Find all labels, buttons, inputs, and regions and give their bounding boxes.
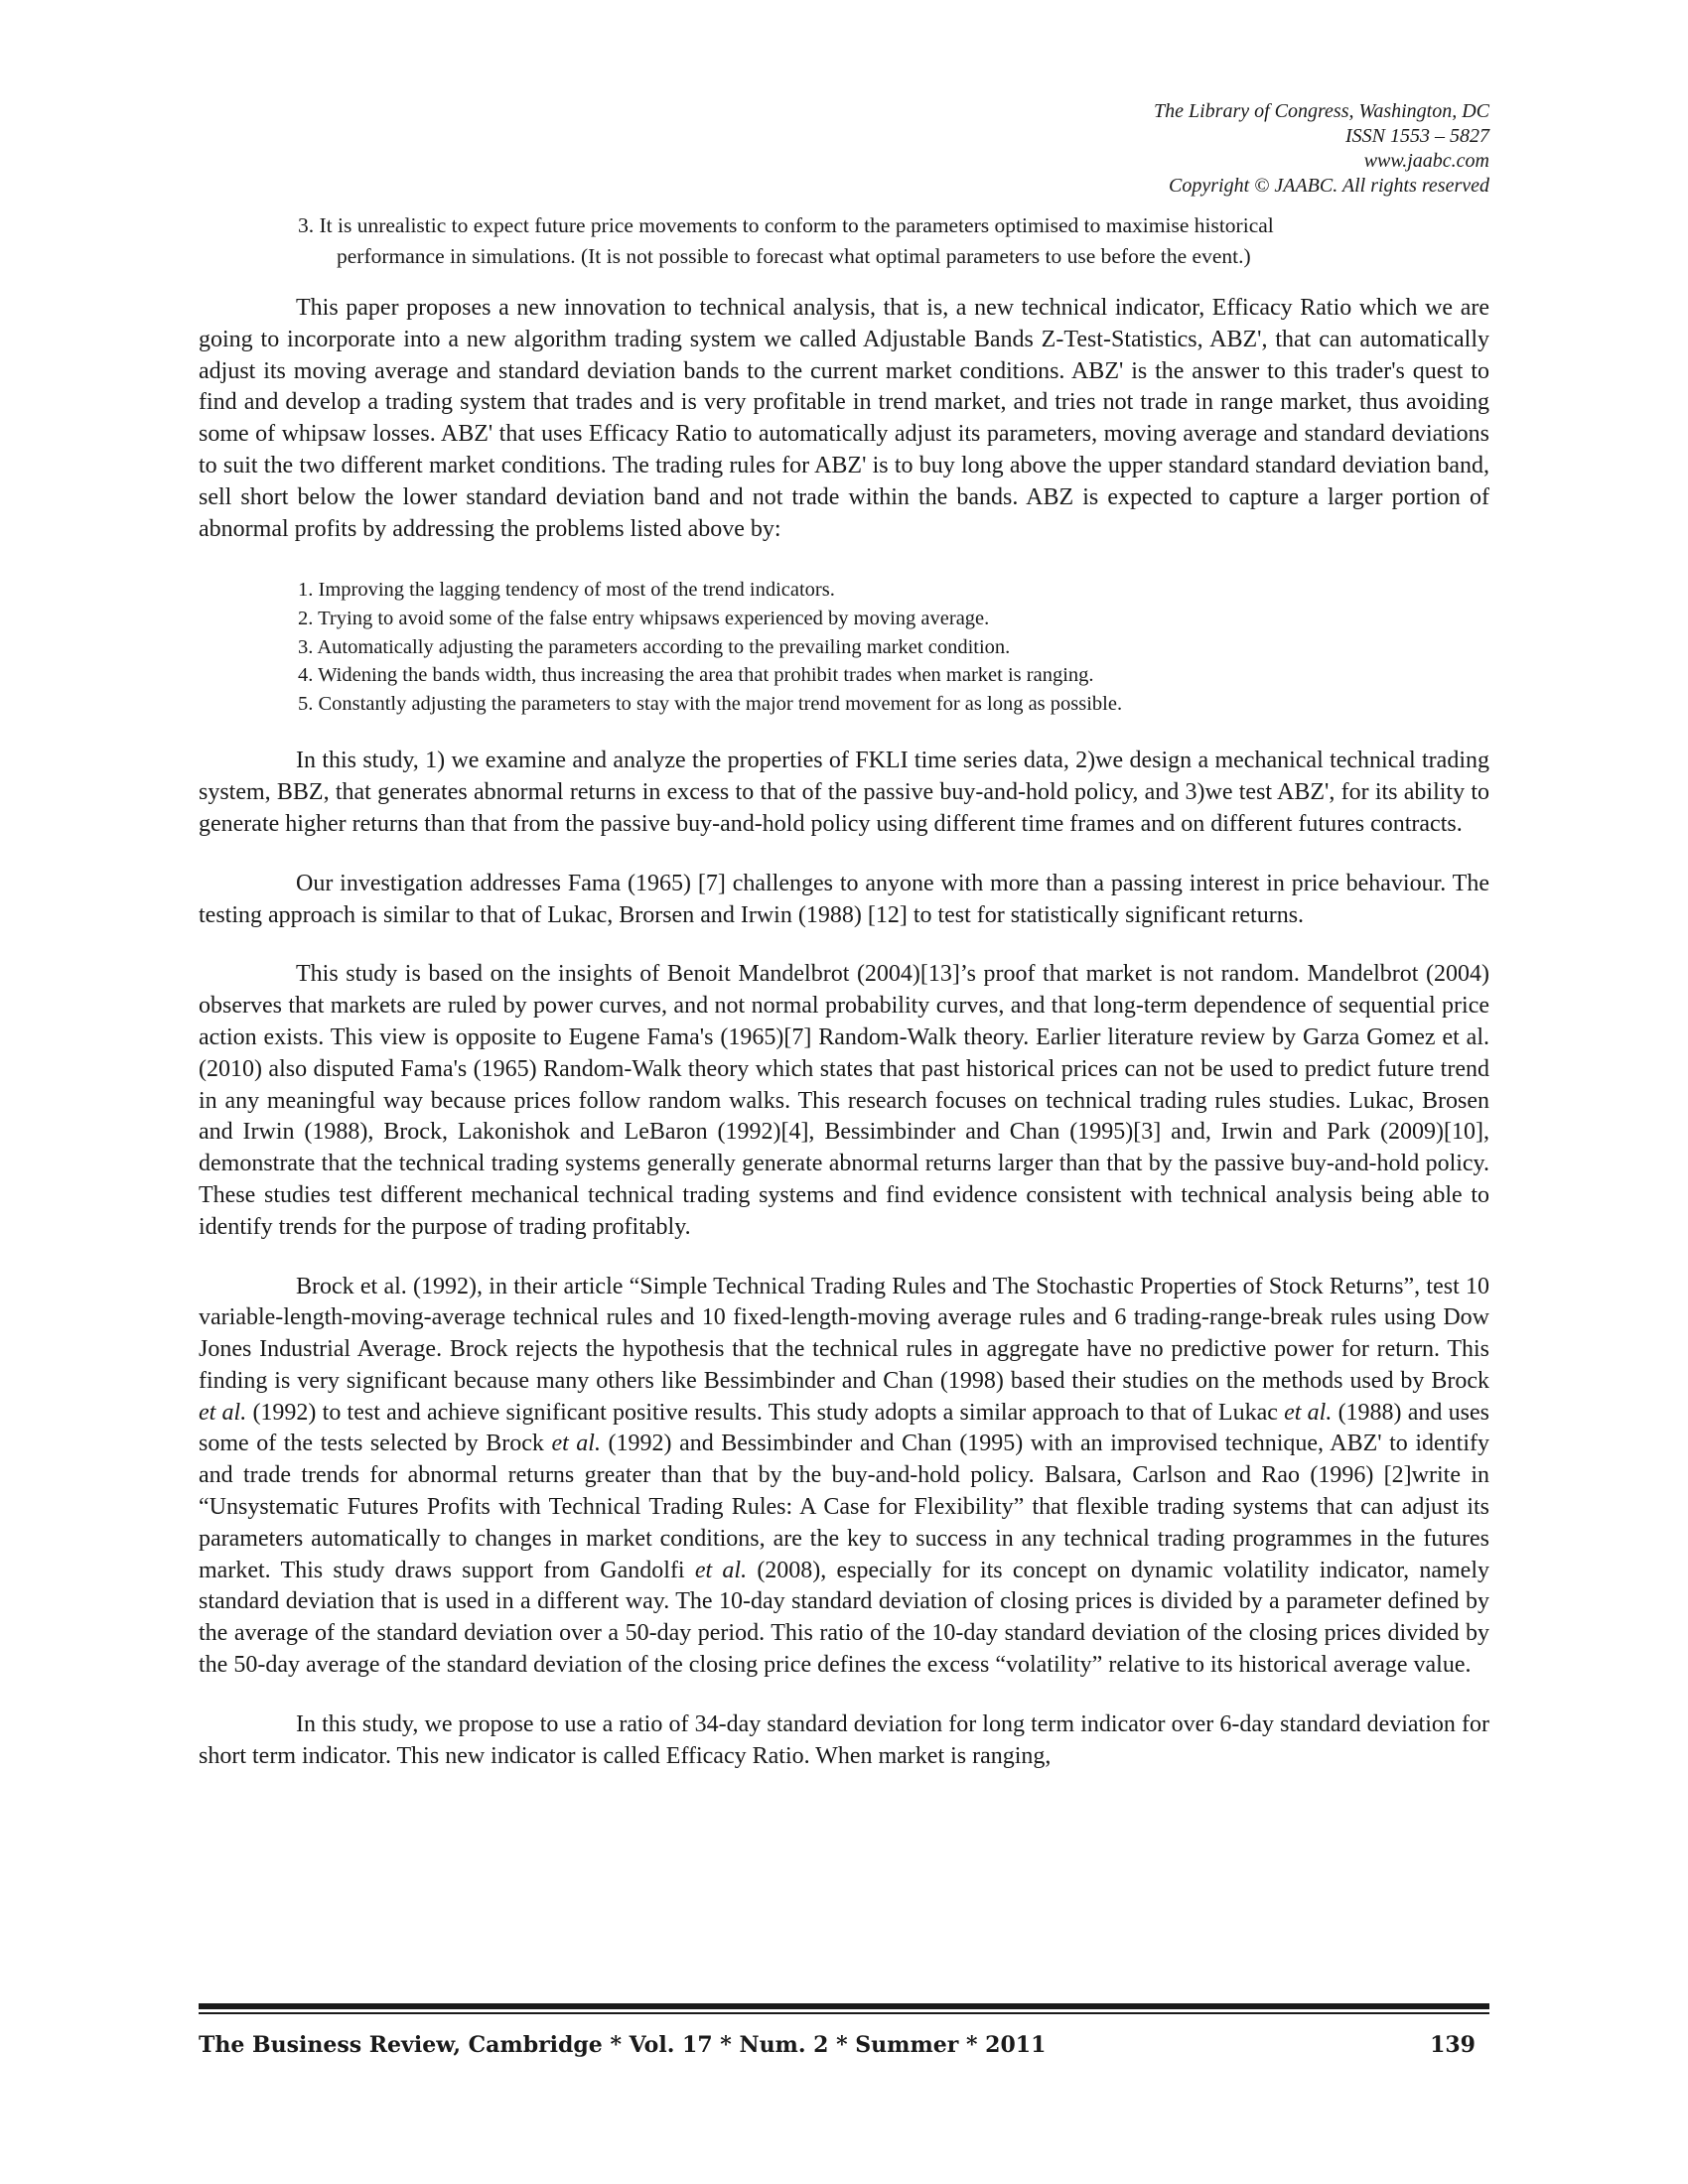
- journal-citation: The Business Review, Cambridge * Vol. 17 * Num. 2 * Summer * 2011: [199, 2032, 1047, 2058]
- list-item: 2. Trying to avoid some of the false entry whipsaws experienced by moving average.: [298, 607, 990, 629]
- paragraph-proposal: In this study, we propose to use a ratio of 34-day standard deviation for long term indicator over 6-day standard deviation for short term indicator. This new indicator is called Efficacy Ratio. When market is ranging,: [199, 1710, 1489, 1769]
- page-number: 139: [1430, 2032, 1476, 2058]
- header-issn: ISSN 1553 – 5827: [1345, 125, 1489, 147]
- text-segment: (2008), especially for its concept on dynamic volatility indicator, namely standard deviation that is used in a different way. The 10-day standard deviation of closing prices is divided by a parameter defined by the average of the standard deviation over a 50-day period. This ratio of the 10-day standard deviation of the closing prices divided by the 50-day average of the standard deviation of the closing price defines the excess “volatility” relative to its historical average value.: [199, 1557, 1489, 1679]
- text-segment: (1992) to test and achieve significant positive results. This study adopts a similar approach to that of Lukac: [246, 1399, 1285, 1426]
- text-segment: (1988) and uses some of the tests selected by Brock: [199, 1399, 1489, 1457]
- et-al: et al.: [199, 1399, 247, 1426]
- et-al: et al.: [694, 1557, 748, 1583]
- list-item-line: performance in simulations. (It is not possible to forecast what optimal parameters to use before the event.): [337, 244, 1251, 268]
- list-item: 1. Improving the lagging tendency of most of the trend indicators.: [298, 579, 835, 602]
- paragraph-efficacy-ratio: This paper proposes a new innovation to technical analysis, that is, a new technical indicator, Efficacy Ratio which we are going to incorporate into a new algorithm trading system we called Adjustable Bands Z-Test-Statistics, ABZ', that can automatically adjust its moving average and standard deviation bands to the current market conditions. ABZ' is the answer to this trader's quest to find and develop a trading system that trades and is very profitable in trend market, and tries not trade in range market, thus avoiding some of whipsaw losses. ABZ' that uses Efficacy Ratio to automatically adjust its parameters, moving average and standard deviations to suit the two different market conditions. The trading rules for ABZ' is to buy long above the upper standard standard deviation band, sell short below the lower standard deviation band and not trade within the bands. ABZ is expected to capture a larger portion of abnormal profits by addressing the problems listed above by:: [199, 295, 1489, 542]
- footer-rule-thin: [199, 2012, 1489, 2014]
- header-publisher: The Library of Congress, Washington, DC: [1153, 100, 1489, 122]
- footer-row: [199, 2032, 1489, 2058]
- list-item: 4. Widening the bands width, thus increasing the area that prohibit trades when market is ranging.: [298, 664, 1094, 687]
- running-header: [1154, 99, 1489, 199]
- header-copyright: Copyright © JAABC. All rights reserved: [1169, 175, 1489, 197]
- improvement-list: [199, 573, 1489, 718]
- text-segment: Brock et al. (1992), in their article “Simple Technical Trading Rules and The Stochastic Properties of Stock Returns”, test 10 variable-length-moving-average technical rules and 10 fixed-length-moving average rules and 6 trading-range-break rules using Dow Jones Industrial Average. Brock rejects the hypothesis that the technical rules in aggregate have no predictive power for return. This finding is very significant because many others like Bessimbinder and Chan (1998) based their studies on the methods used by Brock: [199, 1273, 1489, 1394]
- text-segment: (1992) and Bessimbinder and Chan (1995) with an improvised technique, ABZ' to identify and trade trends for abnormal returns greater than that by the buy-and-hold policy. Balsara, Carlson and Rao (1996) [2]write in “Unsystematic Futures Profits with Technical Trading Rules: A Case for Flexibility” that flexible trading systems that can adjust its parameters automatically to changes in market conditions, are the key to success in any technical trading programmes in the futures market. This study draws support from Gandolfi: [199, 1431, 1489, 1583]
- footer-rule-thick: [199, 2003, 1489, 2009]
- paragraph-investigation: Our investigation addresses Fama (1965) [7] challenges to anyone with more than a passing interest in price behaviour. The testing approach is similar to that of Lukac, Brorsen and Irwin (1988) [12] to test for statistically significant returns.: [199, 870, 1489, 928]
- paragraph-brock: [199, 1272, 1489, 1682]
- list-item-line: 3. It is unrealistic to expect future price movements to conform to the parameters optimised to maximise historical: [298, 213, 1274, 237]
- page-footer: [199, 2003, 1489, 2058]
- paragraph-study-aims: In this study, 1) we examine and analyze the properties of FKLI time series data, 2)we design a mechanical technical trading system, BBZ, that generates abnormal returns in excess to that of the passive buy-and-hold policy, and 3)we test ABZ', for its ability to generate higher returns than that from the passive buy-and-hold policy using different time frames and on different futures contracts.: [199, 748, 1489, 837]
- et-al: et al.: [551, 1431, 601, 1457]
- paragraph-literature: This study is based on the insights of Benoit Mandelbrot (2004)[13]’s proof that market is not random. Mandelbrot (2004) observes that markets are ruled by power curves, and not normal probability curves, and that long-term dependence of sequential price action exists. This view is opposite to Eugene Fama's (1965)[7] Random-Walk theory. Earlier literature review by Garza Gomez et al. (2010) also disputed Fama's (1965) Random-Walk theory which states that past historical prices can not be used to predict future trend in any meaningful way because prices follow random walks. This research focuses on technical trading rules studies. Lukac, Brosen and Irwin (1988), Brock, Lakonishok and LeBaron (1992)[4], Bessimbinder and Chan (1995)[3] and, Irwin and Park (2009)[10], demonstrate that the technical trading systems generally generate abnormal returns larger than that by the passive buy-and-hold policy. These studies test different mechanical technical trading systems and find evidence consistent with technical analysis being able to identify trends for the purpose of trading profitably.: [199, 961, 1489, 1240]
- body-text: [199, 293, 1489, 1800]
- header-website: www.jaabc.com: [1363, 150, 1489, 172]
- list-item-3-continued: [298, 210, 1430, 272]
- list-item: 5. Constantly adjusting the parameters to stay with the major trend movement for as long as possible.: [298, 692, 1123, 715]
- et-al: et al.: [1284, 1399, 1333, 1426]
- list-item: 3. Automatically adjusting the parameters according to the prevailing market condition.: [298, 635, 1011, 658]
